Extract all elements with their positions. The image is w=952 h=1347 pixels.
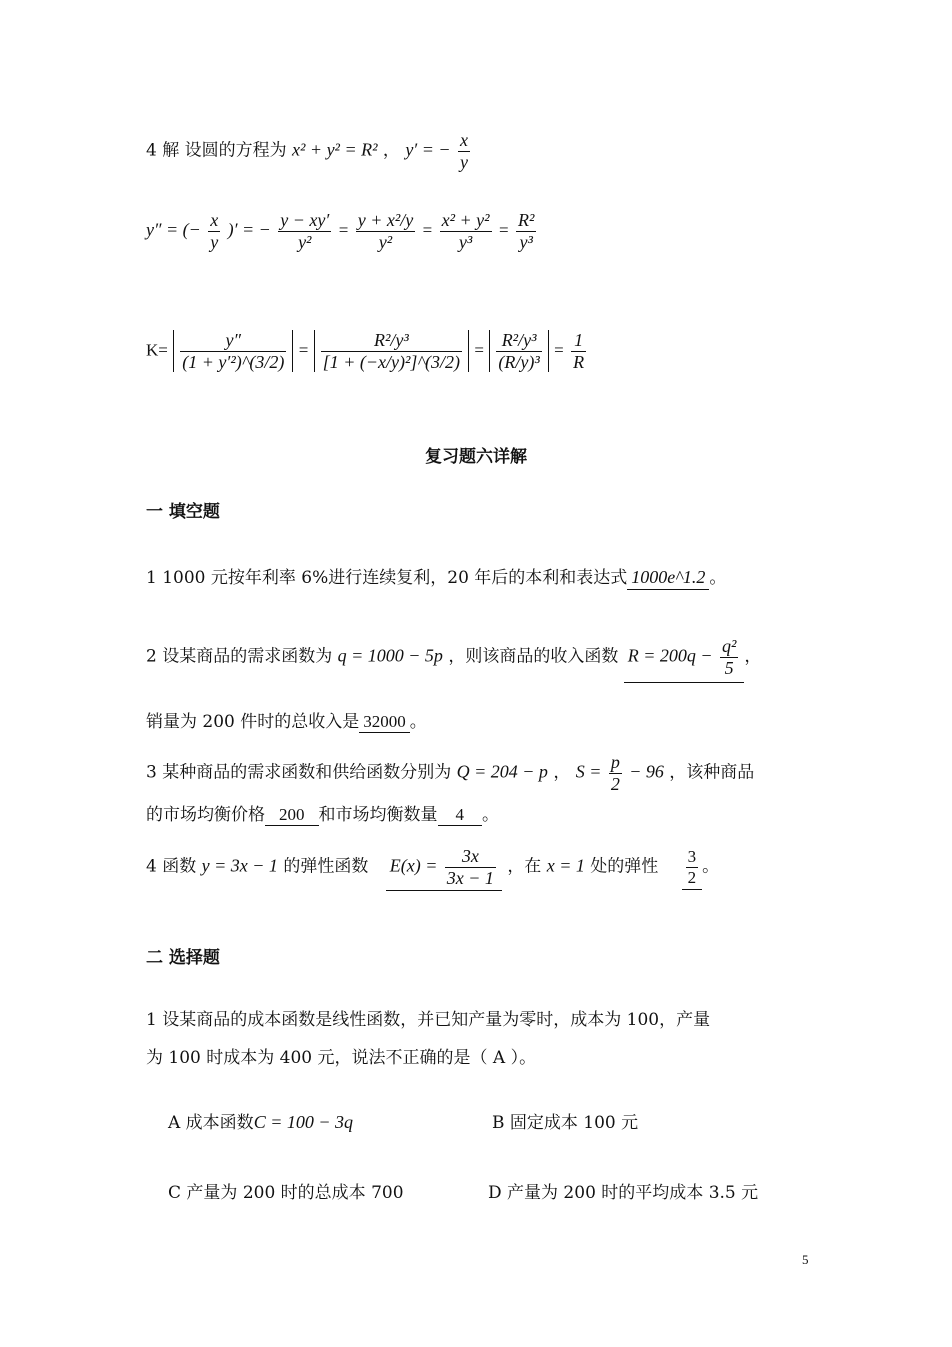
fill-question-3-line2: 的市场均衡价格 200 和市场均衡数量 4 。 (146, 805, 499, 825)
answer-blank-1: 1000e^1.2 (627, 567, 709, 590)
solution4-line1: 4 解 设圆的方程为 x² + y² = R² ， y′ = − $\frac{x}{y}$ (146, 130, 468, 172)
ydd-fraction-5: $\frac{\text{R²}}{\text{y³}}$ (517, 210, 535, 252)
abs-value-1: $\frac{y''}{\text{(1 + y′²)\textasciicircum{}(3/2)}}$ (173, 330, 293, 372)
section2-heading: 二 选择题 (146, 948, 220, 968)
choice-question-1-line2: 为 100 时成本为 400 元，说法不正确的是（ A ）。 (146, 1048, 537, 1068)
fill-question-2: 2 设某商品的需求函数为 q = 1000 − 5p ，则该商品的收入函数 R = 200q − $\frac{\text{q²}}{5}$ ， (146, 636, 761, 683)
ydd-fraction-1: $\frac{x}{y}$ (210, 210, 219, 252)
abs-value-3: $\frac{\text{R²/y³}}{\text{(R/y)³}}$ (489, 330, 548, 372)
choice-question-1-line1: 1 设某商品的成本函数是线性函数，并已知产量为零时，成本为 100，产量 (146, 1010, 711, 1030)
solution4-intro: 4 解 设圆的方程为 (146, 140, 287, 161)
curvature-formula: K= $\frac{y''}{\text{(1 + y′²)\textasciicircum{}(3/2)}}$ = $\frac{\text{R²/y³}}{\text{[1 + (−x/y)²]\textasciicircum{}(3/2)}}$ = $\frac{\text{R²/y³}}{\text{(R/y)³}}$ = $\frac{1}{R}$ (146, 330, 585, 372)
abs-value-2: $\frac{\text{R²/y³}}{\text{[1 + (−x/y)²]\textasciicircum{}(3/2)}}$ (314, 330, 469, 372)
option-c: C 产量为 200 时的总成本 700 (168, 1183, 404, 1203)
fill-question-2-line2: 销量为 200 件时的总收入是 32000 。 (146, 712, 427, 732)
option-d: D 产量为 200 时的平均成本 3.5 元 (488, 1183, 759, 1203)
yprime-lhs: y′ = − (405, 139, 451, 160)
page-number: 5 (802, 1252, 809, 1267)
yprime-fraction: $\frac{x}{y}$ (459, 130, 468, 172)
solution4-line2: y″ = (− $\frac{x}{y}$ )′ = − $\frac{y - xy'}{\text{y²}}$ = $\frac{\text{y + x²/y}}{\text{y²}}$ = $\frac{\text{x² + y²}}{\text{y³}}$ = $\frac{\text{R²}}{\text{y³}}$ (146, 210, 535, 252)
option-a: A 成本函数C = 100 − 3q (168, 1112, 353, 1133)
k-result: $\frac{1}{R}$ (573, 330, 585, 372)
option-b: B 固定成本 100 元 (492, 1113, 639, 1133)
demand-function: q = 1000 − 5p (337, 645, 443, 666)
page-title: 复习题六详解 (425, 447, 527, 467)
answer-blank-3: 32000 (359, 712, 410, 733)
answer-blank-7: $\frac{3}{2}$ (682, 847, 703, 890)
answer-blank-4: 200 (265, 805, 319, 826)
section1-heading: 一 填空题 (146, 502, 220, 522)
ydd-fraction-3: $\frac{\text{y + x²/y}}{\text{y²}}$ (357, 210, 414, 252)
circle-equation: x² + y² = R² (292, 139, 378, 160)
fill-question-3: 3 某种商品的需求函数和供给函数分别为 Q = 204 − p ， S = $\frac{p}{2}$ − 96 ，该种商品 (146, 752, 755, 794)
answer-blank-6: E(x) = $\frac{3x}{3x - 1}$ (386, 846, 502, 891)
fill-question-4: 4 函数 y = 3x − 1 的弹性函数 E(x) = $\frac{3x}{3x - 1}$ ，在 x = 1 处的弹性 $\frac{3}{2}$ 。 (146, 846, 719, 891)
answer-blank-2: R = 200q − $\frac{\text{q²}}{5}$ (624, 636, 745, 683)
answer-blank-5: 4 (438, 805, 483, 826)
fill-question-1: 1 1000 元按年利率 6%进行连续复利，20 年后的本利和表达式 1000e^1.2 。 (146, 567, 727, 588)
ydd-fraction-2: $\frac{y - xy'}{\text{y²}}$ (280, 210, 330, 252)
ydd-fraction-4: $\frac{\text{x² + y²}}{\text{y³}}$ (441, 210, 490, 252)
